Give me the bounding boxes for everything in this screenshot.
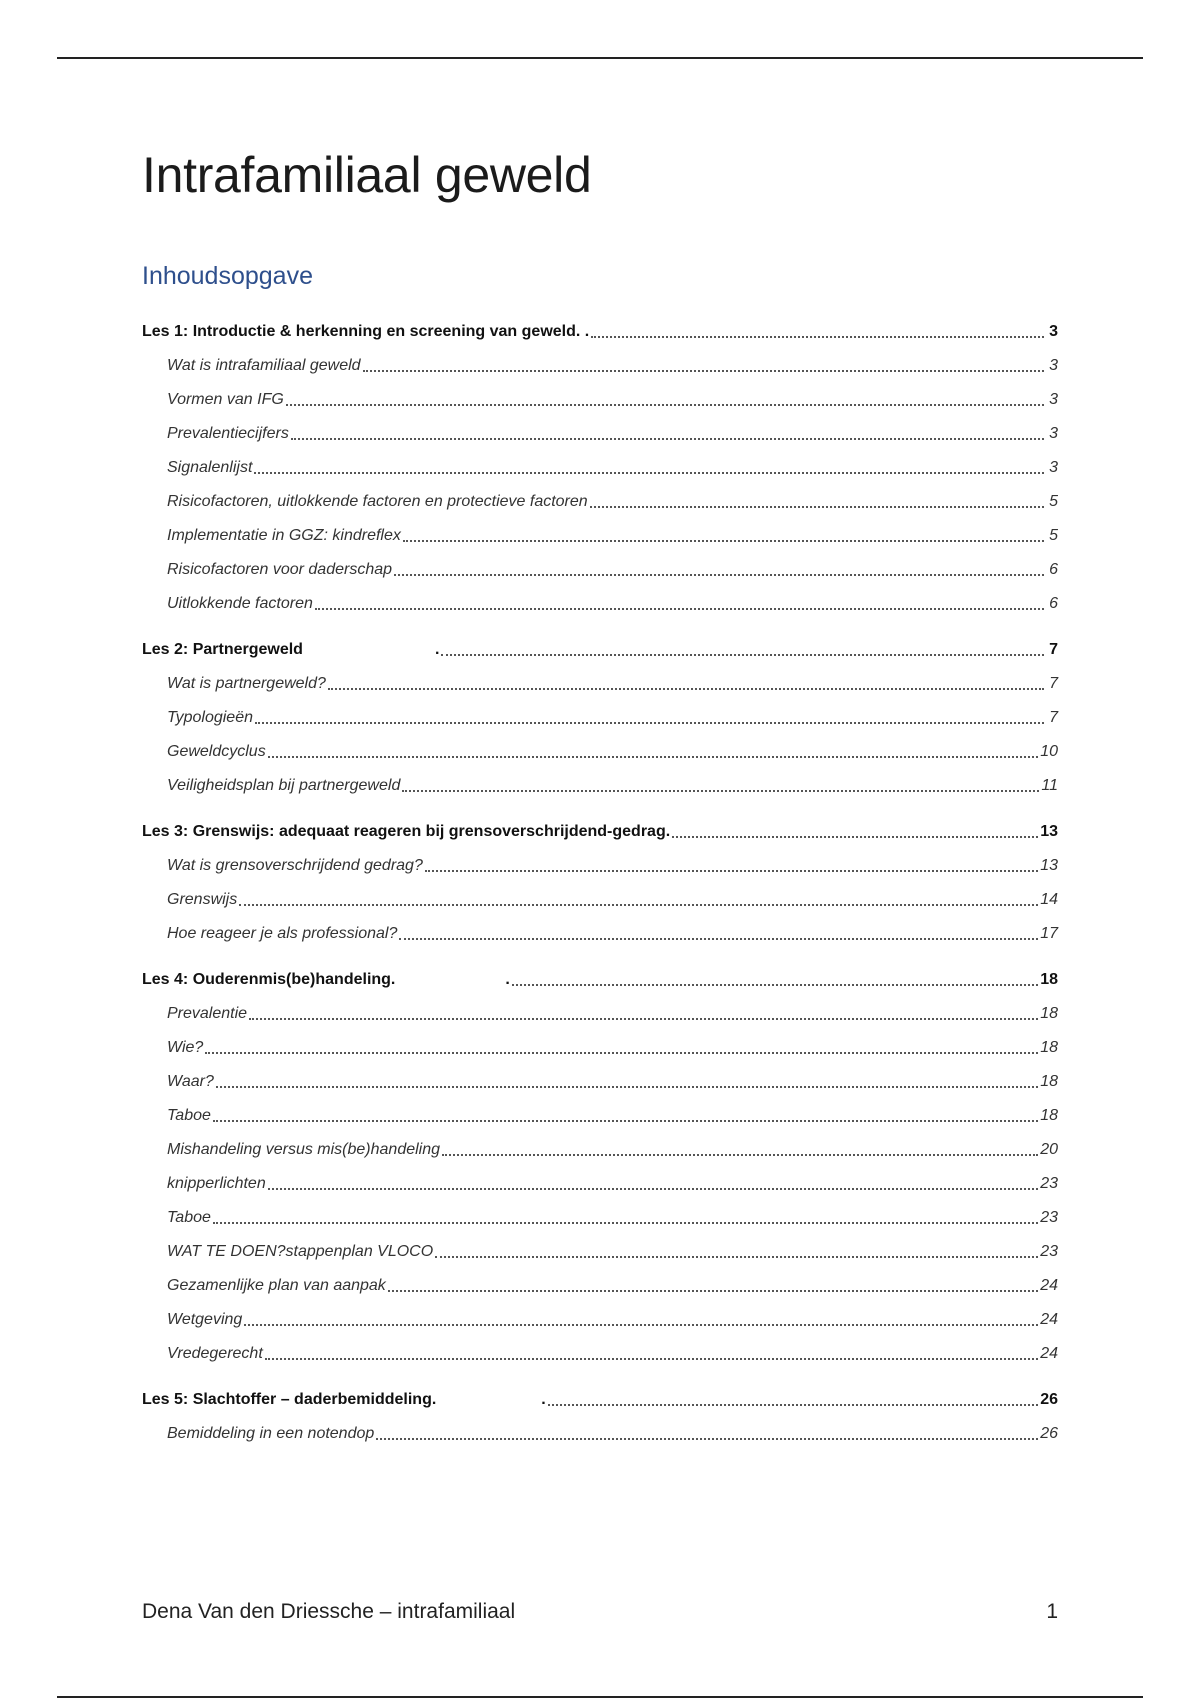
toc-dot-leader [244,1324,1038,1326]
toc-entry-label: Waar? [167,1073,214,1090]
toc-section-entry[interactable] [142,390,1058,410]
toc-heading: Inhoudsopgave [142,262,313,290]
toc-entry-label: Wetgeving [167,1311,243,1328]
toc-entry-label: Geweldcyclus [167,743,266,760]
footer-rule [57,1696,1143,1698]
toc-section-entry[interactable] [142,560,1058,580]
toc-dot-leader [315,608,1044,610]
toc-dot-leader [442,1154,1038,1156]
toc-section-entry[interactable] [142,1106,1058,1126]
toc-dot-leader [268,756,1039,758]
toc-entry-label: Les 2: Partnergeweld [142,641,303,658]
toc-entry-label: Vormen van IFG [167,391,284,408]
toc-entry-label: Uitlokkende factoren [167,595,313,612]
toc-page-number: 18 [1040,971,1058,988]
toc-dot-leader [205,1052,1038,1054]
toc-dot-leader [363,370,1044,372]
toc-entry-label: Typologieën [167,709,253,726]
toc-dot-leader [216,1086,1038,1088]
toc-section-entry[interactable] [142,1174,1058,1194]
toc-section-entry[interactable] [142,1140,1058,1160]
toc-dot-leader [239,904,1038,906]
toc-entry-label: Taboe [167,1107,211,1124]
toc-entry-suffix: . [505,971,510,988]
toc-dot-leader [213,1120,1038,1122]
toc-page-number: 26 [1040,1391,1058,1408]
page-title: Intrafamiliaal geweld [142,147,592,203]
toc-entry-label: Bemiddeling in een notendop [167,1425,375,1442]
toc-dot-leader [435,1256,1038,1258]
toc-dot-leader [590,506,1044,508]
toc-chapter-entry[interactable] [142,640,1058,660]
toc-dot-leader [254,472,1044,474]
toc-entry-label: knipperlichten [167,1175,266,1192]
toc-entry-label: Les 4: Ouderenmis(be)handeling. [142,971,396,988]
footer-author: Dena Van den Driessche – intrafamiliaal [142,1600,516,1623]
toc-page-number: 10 [1040,743,1058,760]
toc-page-number: 24 [1040,1311,1058,1328]
toc-page-number: 18 [1040,1107,1058,1124]
toc-page-number: 20 [1040,1141,1058,1158]
toc-entry-label: Wat is partnergeweld? [167,675,326,692]
toc-entry-label: Taboe [167,1209,211,1226]
toc-dot-leader [286,404,1044,406]
toc-section-entry[interactable] [142,1072,1058,1092]
toc-dot-leader [672,836,1038,838]
toc-entry-label: Les 5: Slachtoffer – daderbemiddeling. [142,1391,437,1408]
toc-section-entry[interactable] [142,1424,1058,1444]
toc-page-number: 24 [1040,1277,1058,1294]
toc-section-entry[interactable] [142,776,1058,796]
toc-page-number: 17 [1040,925,1058,942]
toc-section-entry[interactable] [142,526,1058,546]
toc-dot-leader [402,790,1039,792]
toc-entry-label: Grenswijs [167,891,238,908]
toc-section-entry[interactable] [142,1242,1058,1262]
toc-page-number: 6 [1049,561,1058,578]
toc-dot-leader [399,938,1038,940]
toc-section-entry[interactable] [142,1208,1058,1228]
toc-entry-suffix: . [541,1391,546,1408]
toc-dot-leader [425,870,1038,872]
toc-section-entry[interactable] [142,1038,1058,1058]
toc-page-number: 23 [1040,1209,1058,1226]
toc-page-number: 7 [1049,675,1058,692]
toc-entry-label: Veiligheidsplan bij partnergeweld [167,777,401,794]
toc-dot-leader [441,654,1044,656]
toc-entry-label: Wie? [167,1039,204,1056]
toc-dot-leader [376,1438,1038,1440]
toc-dot-leader [403,540,1044,542]
toc-section-entry[interactable] [142,1310,1058,1330]
toc-page-number: 3 [1049,323,1058,340]
toc-section-entry[interactable] [142,856,1058,876]
toc-dot-leader [328,688,1044,690]
toc-page-number: 18 [1040,1005,1058,1022]
toc-section-entry[interactable] [142,1344,1058,1364]
toc-page-number: 13 [1040,857,1058,874]
toc-dot-leader [512,984,1038,986]
toc-dot-leader [548,1404,1038,1406]
toc-section-entry[interactable] [142,890,1058,910]
toc-page-number: 5 [1049,527,1058,544]
toc-page-number: 7 [1049,641,1058,658]
toc-section-entry[interactable] [142,424,1058,444]
toc-page-number: 3 [1049,459,1058,476]
toc-dot-leader [249,1018,1038,1020]
toc-page-number: 14 [1040,891,1058,908]
toc-page-number: 13 [1040,823,1058,840]
toc-chapter-entry[interactable] [142,970,1058,990]
toc-dot-leader [591,336,1044,338]
toc-entry-label: Prevalentie [167,1005,248,1022]
header-rule [57,57,1143,59]
toc-entry-label: Risicofactoren voor daderschap [167,561,393,578]
toc-page-number: 23 [1040,1175,1058,1192]
toc-section-entry[interactable] [142,742,1058,762]
toc-section-entry[interactable] [142,1004,1058,1024]
toc-dot-leader [268,1188,1038,1190]
toc-entry-suffix: . [434,641,440,658]
toc-entry-label: Les 1: Introductie & herkenning en screening van geweld. . [142,323,590,340]
footer-page-number: 1 [1046,1600,1058,1623]
toc-page-number: 23 [1040,1243,1058,1260]
toc-section-entry[interactable] [142,492,1058,512]
toc-page-number: 26 [1040,1425,1058,1442]
toc-page-number: 11 [1041,777,1058,794]
toc-entry-label: Prevalentiecijfers [167,425,289,442]
toc-entry-label: Hoe reageer je als professional? [167,925,398,942]
toc-entry-label: Wat is intrafamiliaal geweld [167,357,361,374]
toc-section-entry[interactable] [142,708,1058,728]
toc-dot-leader [255,722,1044,724]
toc-section-entry[interactable] [142,1276,1058,1296]
toc-section-entry[interactable] [142,674,1058,694]
toc-entry-label: Vredegerecht [167,1345,263,1362]
toc-dot-leader [291,438,1044,440]
toc-section-entry[interactable] [142,594,1058,614]
toc-entry-label: Gezamenlijke plan van aanpak [167,1277,386,1294]
toc-page-number: 3 [1049,425,1058,442]
toc-page-number: 7 [1049,709,1058,726]
toc-section-entry[interactable] [142,356,1058,376]
toc-entry-label: Les 3: Grenswijs: adequaat reageren bij grensoverschrijdend-gedrag. [142,823,671,840]
toc-page-number: 18 [1040,1039,1058,1056]
toc-entry-label: WAT TE DOEN?stappenplan VLOCO [167,1243,434,1260]
toc-entry-label: Mishandeling versus mis(be)handeling [167,1141,441,1158]
toc-page-number: 18 [1040,1073,1058,1090]
toc-dot-leader [394,574,1044,576]
toc-chapter-entry[interactable] [142,822,1058,842]
toc-entry-label: Signalenlijst [167,459,253,476]
toc-section-entry[interactable] [142,458,1058,478]
toc-page-number: 3 [1049,357,1058,374]
toc-dot-leader [388,1290,1038,1292]
toc-dot-leader [213,1222,1038,1224]
toc-page-number: 24 [1040,1345,1058,1362]
toc-entry-label: Risicofactoren, uitlokkende factoren en protectieve factoren [167,493,588,510]
toc-section-entry[interactable] [142,924,1058,944]
toc-page-number: 5 [1049,493,1058,510]
toc-chapter-entry[interactable] [142,1390,1058,1410]
toc-entry-label: Wat is grensoverschrijdend gedrag? [167,857,423,874]
toc-chapter-entry[interactable] [142,322,1058,342]
toc-dot-leader [265,1358,1038,1360]
toc-page-number: 3 [1049,391,1058,408]
toc-entry-label: Implementatie in GGZ: kindreflex [167,527,401,544]
toc-page-number: 6 [1049,595,1058,612]
